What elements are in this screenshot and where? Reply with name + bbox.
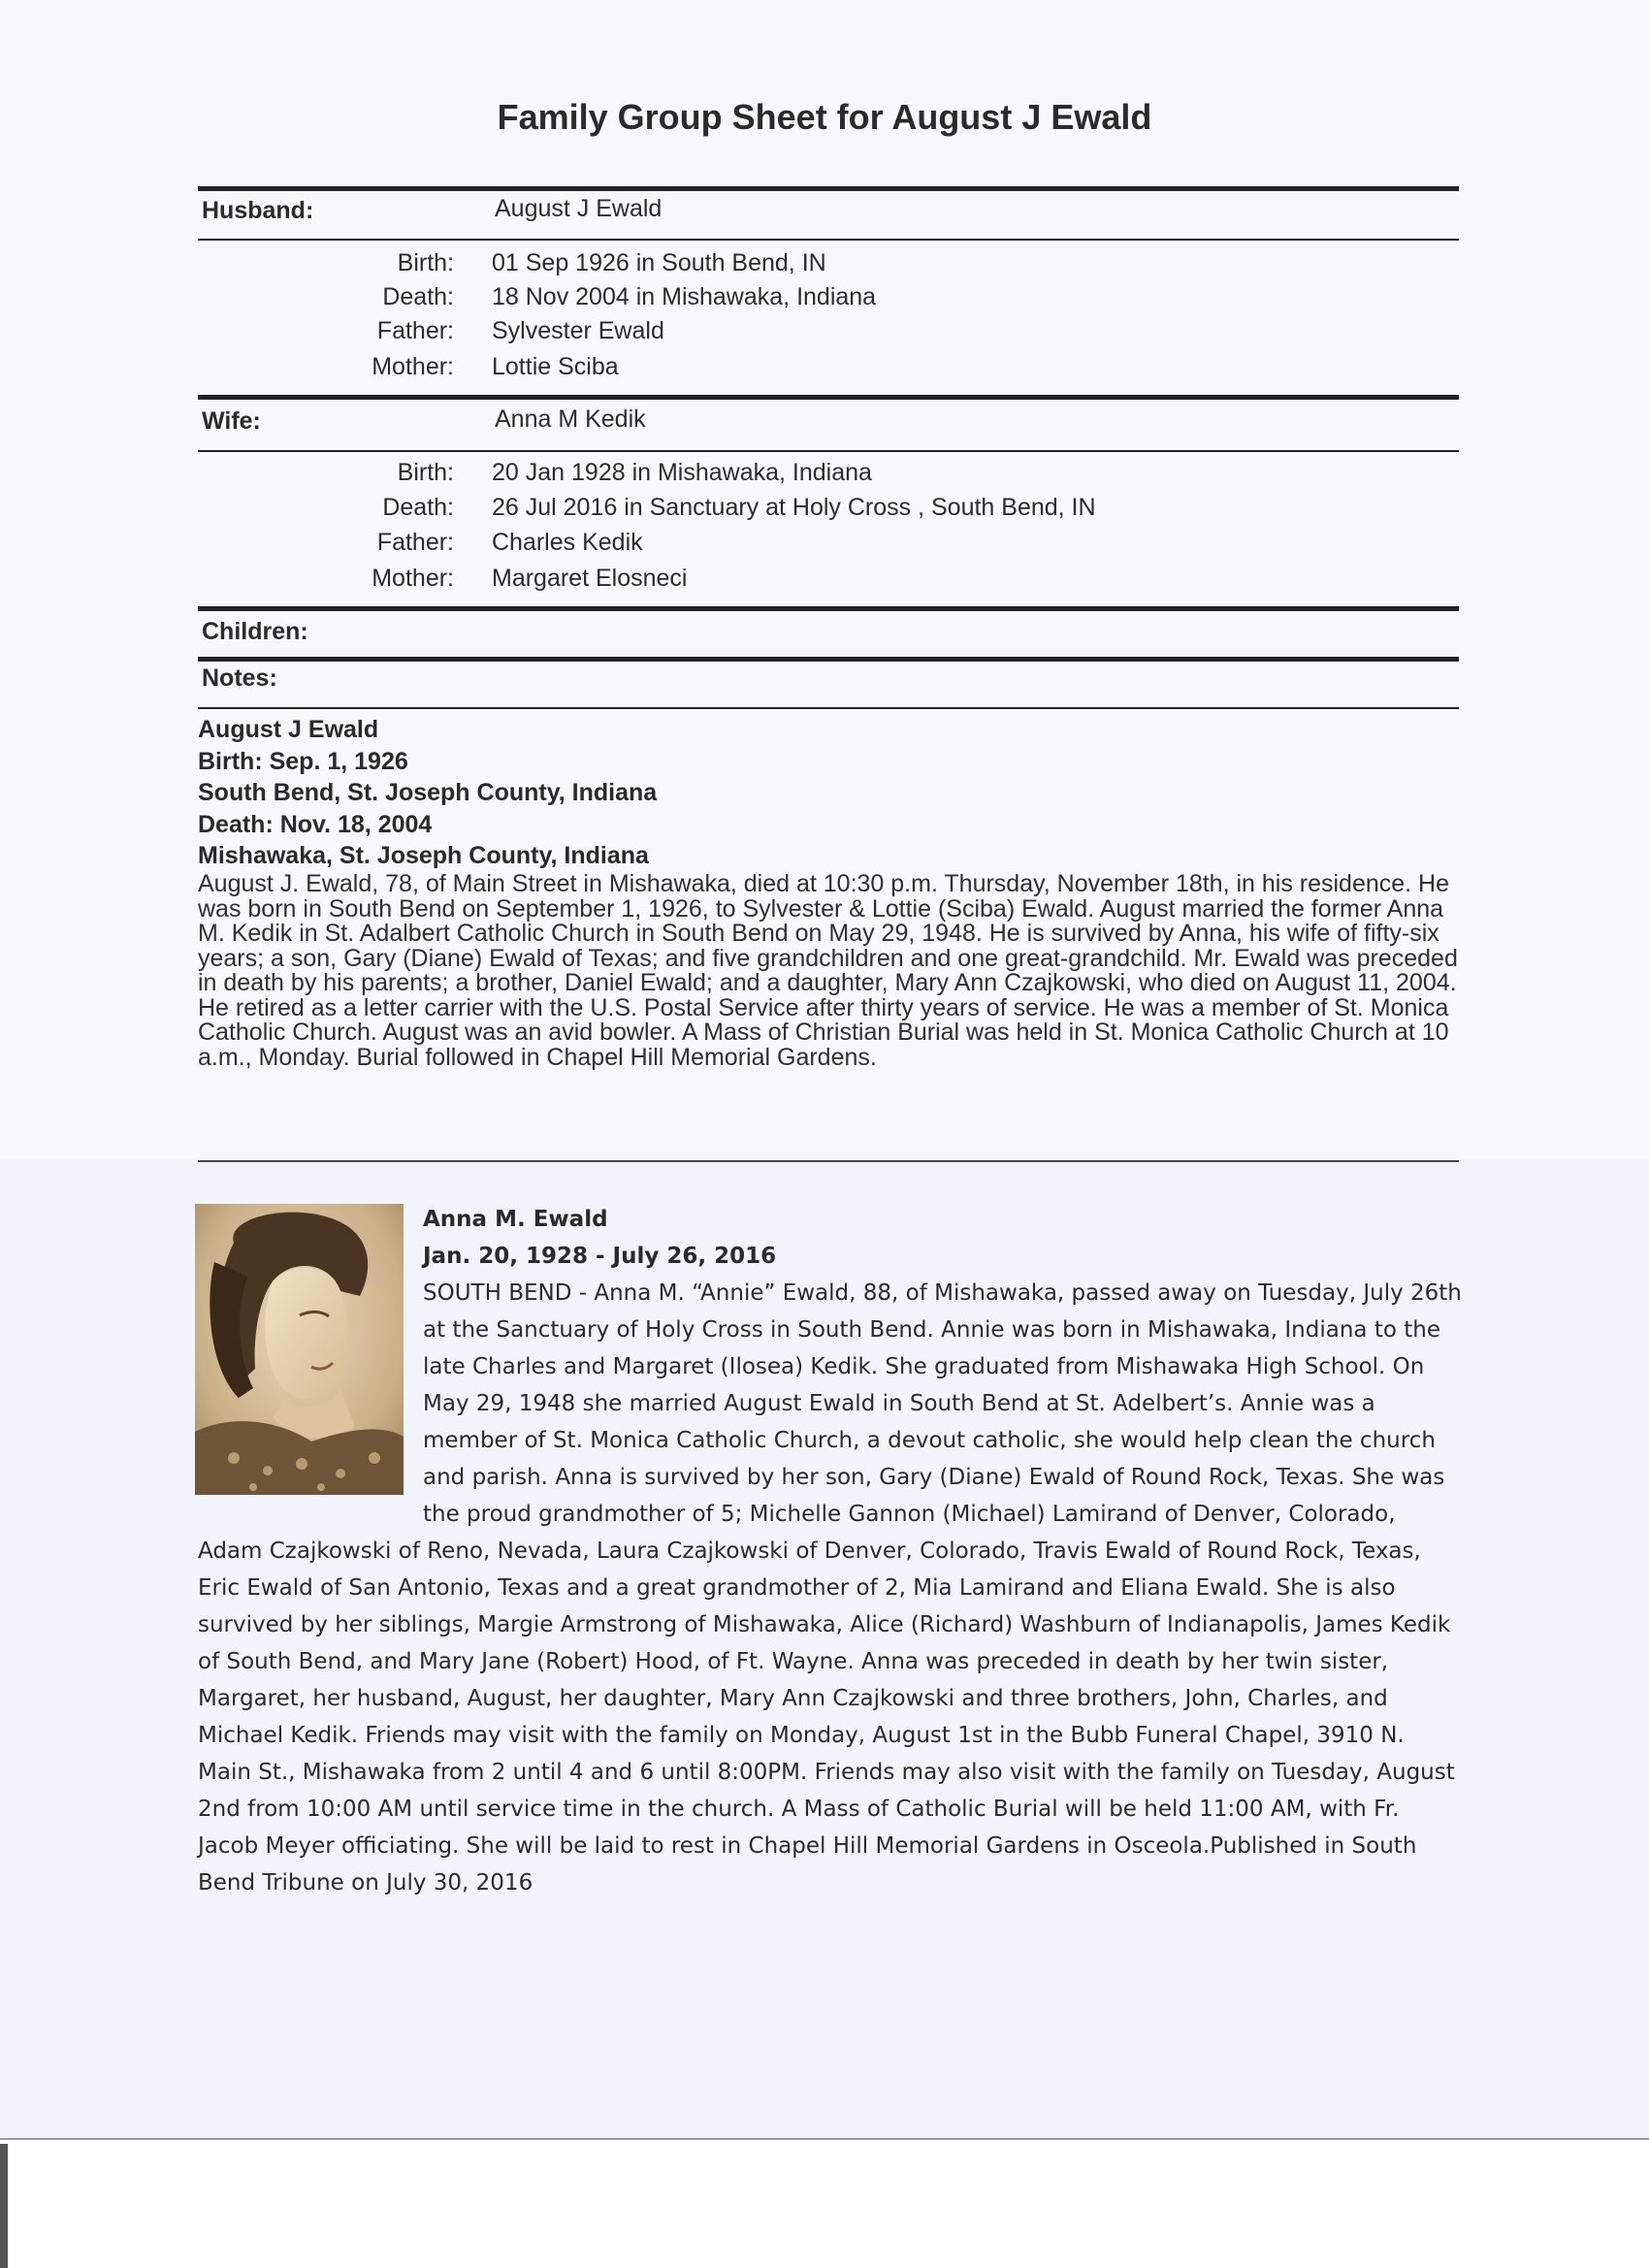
obituary-dates: Jan. 20, 1928 - July 26, 2016 bbox=[423, 1244, 777, 1269]
scanner-background bbox=[0, 2139, 1649, 2268]
notes-heading-line: South Bend, St. Joseph County, Indiana bbox=[198, 779, 658, 806]
notes-body: August J. Ewald, 78, of Main Street in Mishawaka, died at 10:30 p.m. Thursday, November 18th, in his residence. He was born in South Bend on September 1, 1926, to Sylvester & Lottie (Sciba) Ewald. August married the former Anna M. Kedik in St. Adalbert Catholic Church in South Bend on May 29, 1948. He is survived by Anna, his wife of fifty-six years; a son, Gary (Diane) Ewald of Texas; and five grandchildren and one great-grandchild. Mr. Ewald was preceded in death by his parents; a brother, Daniel Ewald; and a daughter, Mary Ann Czajkowski, who died on August 11, 2004. He retired as a letter carrier with the U.S. Postal Service after thirty years of service. He was a member of St. Monica Catholic Church. August was an avid bowler. A Mass of Christian Burial was held in St. Monica Catholic Church at 10 a.m., Monday. Burial followed in Chapel Hill Memorial Gardens. bbox=[198, 870, 1458, 1071]
page-title: Family Group Sheet for August J Ewald bbox=[497, 97, 1152, 137]
notes-label-rule bbox=[198, 707, 1459, 709]
husband-top-rule bbox=[198, 186, 1459, 191]
photo-spacer bbox=[198, 1201, 423, 1507]
wife-father-value: Charles Kedik bbox=[492, 529, 643, 556]
husband-death-label: Death: bbox=[382, 283, 454, 310]
notes-bottom-rule bbox=[198, 1160, 1459, 1162]
husband-label: Husband: bbox=[202, 197, 314, 224]
obituary bbox=[198, 1201, 1464, 1901]
husband-death-value: 18 Nov 2004 in Mishawaka, Indiana bbox=[492, 283, 877, 310]
wife-label: Wife: bbox=[202, 407, 261, 435]
wife-birth-value: 20 Jan 1928 in Mishawaka, Indiana bbox=[492, 459, 872, 486]
husband-father-value: Sylvester Ewald bbox=[492, 317, 664, 344]
notes-top-rule bbox=[198, 657, 1459, 662]
notes-heading-line: Mishawaka, St. Joseph County, Indiana bbox=[198, 842, 649, 869]
notes-heading-line: August J Ewald bbox=[198, 716, 379, 743]
wife-father-label: Father: bbox=[376, 529, 454, 556]
notes-heading bbox=[198, 714, 657, 872]
children-top-rule bbox=[198, 606, 1459, 611]
obituary-name: Anna M. Ewald bbox=[423, 1207, 608, 1232]
husband-birth-label: Birth: bbox=[397, 249, 454, 276]
wife-name-rule bbox=[198, 450, 1459, 452]
husband-mother-label: Mother: bbox=[372, 353, 454, 380]
wife-top-rule bbox=[198, 395, 1459, 400]
husband-mother-value: Lottie Sciba bbox=[492, 353, 619, 380]
husband-birth-value: 01 Sep 1926 in South Bend, IN bbox=[492, 249, 826, 276]
wife-name: Anna M Kedik bbox=[495, 405, 646, 433]
children-label: Children: bbox=[202, 618, 308, 645]
wife-death-label: Death: bbox=[382, 494, 454, 521]
husband-father-label: Father: bbox=[376, 317, 454, 344]
notes-heading-line: Birth: Sep. 1, 1926 bbox=[198, 747, 408, 775]
wife-mother-label: Mother: bbox=[372, 565, 454, 592]
page-bottom-edge bbox=[0, 2138, 1649, 2140]
wife-mother-value: Margaret Elosneci bbox=[492, 565, 688, 592]
husband-name-rule bbox=[198, 239, 1459, 241]
notes-label: Notes: bbox=[202, 664, 277, 692]
husband-name: August J Ewald bbox=[495, 195, 663, 222]
obituary-body: SOUTH BEND - Anna M. “Annie” Ewald, 88, of Mishawaka, passed away on Tuesday, July 26th at the Sanctuary of Holy Cross in South Bend. Annie was born in Mishawaka, Indiana to the late Charles and Margaret (Ilosea) Kedik. She graduated from Mishawaka High School. On May 29, 1948 she married August Ewald in South Bend at St. Adelbert’s. Annie was a member of St. Monica Catholic Church, a devout catholic, she would help clean the church and parish. Anna is survived by her son, Gary (Diane) Ewald of Round Rock, Texas. She was the proud grandmother of 5; Michelle Gannon (Michael) Lamirand of Denver, Colorado, Adam Czajkowski of Reno, Nevada, Laura Czajkowski of Denver, Colorado, Travis Ewald of Round Rock, Texas, Eric Ewald of San Antonio, Texas and a great grandmother of 2, Mia Lamirand and Eliana Ewald. She is also survived by her siblings, Margie Armstrong of Mishawaka, Alice (Richard) Washburn of Indianapolis, James Kedik of South Bend, and Mary Jane (Robert) Hood, of Ft. Wayne. Anna was preceded in death by her twin sister, Margaret, her husband, August, her daughter, Mary Ann Czajkowski and three brothers, John, Charles, and Michael Kedik. Friends may visit with the family on Monday, August 1st in the Bubb Funeral Chapel, 3910 N. Main St., Mishawaka from 2 until 4 and 6 until 8:00PM. Friends may also visit with the family on Tuesday, August 2nd from 10:00 AM until service time in the church. A Mass of Catholic Burial will be held 11:00 AM, with Fr. Jacob Meyer officiating. She will be laid to rest in Chapel Hill Memorial Gardens in Osceola.Published in South Bend Tribune on July 30, 2016 bbox=[198, 1280, 1462, 1895]
wife-death-value: 26 Jul 2016 in Sanctuary at Holy Cross , South Bend, IN bbox=[492, 494, 1096, 521]
wife-birth-label: Birth: bbox=[397, 459, 454, 486]
notes-heading-line: Death: Nov. 18, 2004 bbox=[198, 810, 433, 838]
page-left-edge bbox=[0, 2144, 8, 2268]
